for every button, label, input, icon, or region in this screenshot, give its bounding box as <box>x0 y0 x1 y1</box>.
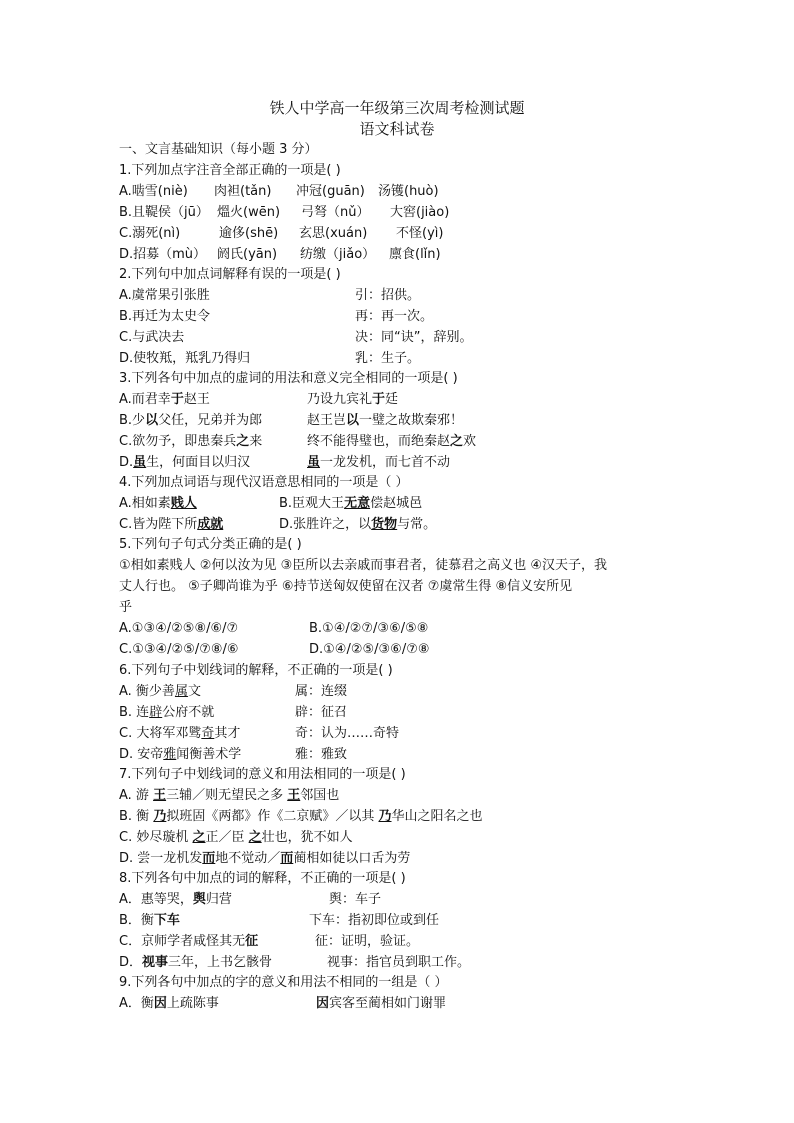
exam-title: 铁人中学高一年级第三次周考检测试题 <box>269 99 525 117</box>
q5-stem: 5.下列句子句式分类正确的是( ) <box>119 537 302 552</box>
q8-b-word: 下车 <box>153 913 180 928</box>
q1-a-2: 肉袒(tǎn) <box>214 184 272 199</box>
q3-a-t2: 赵王 <box>183 392 210 407</box>
q8-a-t1: A．惠等哭， <box>119 892 193 907</box>
q3-d-k2: 虽 <box>307 455 321 470</box>
q6-a-gloss: 属：连缀 <box>295 684 348 699</box>
q6-option-b <box>119 704 347 722</box>
q4-d-t2: 与常。 <box>397 517 437 532</box>
q6-b-t2: 公府不就 <box>162 705 215 720</box>
q5-items-line1: ①相如素贱人 ②何以汝为见 ③臣所以去亲戚而事君者，徒慕君之高义也 ④汉天子，我 <box>119 558 608 573</box>
q1-a-4: 汤镬(huò) <box>378 184 439 199</box>
q3-a-k2: 于 <box>372 392 386 407</box>
q5-items-line3: 乎 <box>119 600 133 615</box>
section-heading: 一、文言基础知识（每小题 3 分） <box>119 142 318 157</box>
q1-d-1: D.招募（mù） <box>119 247 207 262</box>
q3-a-t3: 乃设九宾礼 <box>307 392 373 407</box>
q7-a-k2: 王 <box>287 788 301 803</box>
q6-d-t2: 闻衡善术学 <box>176 747 242 762</box>
q4-stem: 4.下列加点词语与现代汉语意思相同的一项是（ ） <box>119 475 409 490</box>
q6-c-t1: C. 大将军邓骘 <box>119 726 202 741</box>
q3-d-k1: 虽 <box>133 455 147 470</box>
q6-d-t1: D. 安帝 <box>119 747 164 762</box>
q3-stem: 3.下列各句中加点的虚词的用法和意义完全相同的一项是( ) <box>119 371 458 386</box>
q4-b-word: 无意 <box>344 496 371 511</box>
q3-c-t4: 欢 <box>463 434 477 449</box>
q1-c-3: 玄思(xuán) <box>299 226 368 241</box>
q4-a-word: 贱人 <box>170 496 197 511</box>
q7-b-t2: 拟班固《两都》作《二京赋》／以其 <box>166 809 379 824</box>
q8-c-gloss: 征：证明，验证。 <box>315 934 420 949</box>
q3-d-t3: 一龙发机，而七首不动 <box>320 455 451 470</box>
q7-d-k1: 而 <box>202 851 216 866</box>
q3-c-k2: 之 <box>450 434 464 449</box>
q5-options-ab <box>119 620 428 638</box>
q3-b-k1: 以 <box>145 413 159 428</box>
q1-b-4: 大窖(jiào) <box>390 205 450 220</box>
q1-stem: 1.下列加点字注音全部正确的一项是( ) <box>119 163 341 178</box>
q6-a-t2: 文 <box>187 684 201 699</box>
q1-b-1: B.且鞮侯（jū） <box>119 205 209 220</box>
q3-c-t1: C.欲勿予，即患秦兵 <box>119 434 237 449</box>
q2-b-sentence: B.再迁为太史令 <box>119 309 211 324</box>
q9-a-t2: 上疏陈事 <box>166 996 219 1011</box>
q3-option-a <box>119 391 398 409</box>
q8-a-gloss: 舆：车子 <box>329 892 382 907</box>
q7-a-t2: 三辅／则无望民之多 <box>166 788 288 803</box>
q6-c-gloss: 奇：认为……奇特 <box>295 726 400 741</box>
q7-a-t3: 邻国也 <box>300 788 340 803</box>
q7-d-t1: D. 尝一龙机发 <box>119 851 203 866</box>
q5-c: C.①③④/②⑤/⑦⑧/⑥ <box>119 642 239 657</box>
q7-option-b <box>119 808 483 826</box>
q2-b-gloss: 再：再一次。 <box>355 309 434 324</box>
q1-d-4: 廪食(lǐn) <box>389 247 441 262</box>
q7-c-t3: 壮也，犹不如人 <box>261 830 353 845</box>
q1-option-d <box>119 246 441 264</box>
q8-b-gloss: 下车：指初即位或到任 <box>309 913 440 928</box>
q1-d-2: 阏氏(yān) <box>217 247 278 262</box>
q4-c-t: C.皆为陛下所 <box>119 517 198 532</box>
q6-d-word: 雅 <box>163 747 177 762</box>
q6-option-a <box>119 683 347 701</box>
q1-c-4: 不怪(yì) <box>396 226 444 241</box>
q5-options-cd <box>119 641 430 659</box>
q2-d-sentence: D.使牧羝，羝乳乃得归 <box>119 351 251 366</box>
q2-d-gloss: 乳：生子。 <box>355 351 421 366</box>
q7-c-t2: 正／臣 <box>205 830 249 845</box>
q8-c-word: 征 <box>245 934 259 949</box>
q3-b-t1: B.少 <box>119 413 146 428</box>
q7-stem: 7.下列句子中划线词的意义和用法相同的一项是( ) <box>119 767 406 782</box>
q1-a-1: A.啮雪(niè) <box>119 184 188 199</box>
q6-b-word: 辟 <box>149 705 163 720</box>
q3-option-c <box>119 433 476 451</box>
q6-b-gloss: 辟：征召 <box>295 705 348 720</box>
q8-d-t2: 三年，上书乞骸骨 <box>168 955 273 970</box>
q4-d-word: 货物 <box>371 517 398 532</box>
q2-option-b <box>119 308 433 326</box>
q8-d-word: 视事 <box>142 955 169 970</box>
q8-b-t1: B．衡 <box>119 913 154 928</box>
q2-a-sentence: A.虞常果引张胜 <box>119 288 210 303</box>
q7-c-t1: C. 妙尽璇机 <box>119 830 193 845</box>
q4-options-cd <box>119 516 436 534</box>
q7-d-t2: 地不觉动／ <box>215 851 281 866</box>
q8-c-t1: C．京师学者咸怪其无 <box>119 934 246 949</box>
q3-a-k1: 于 <box>170 392 184 407</box>
q4-options-ab <box>119 495 422 513</box>
q1-option-c <box>119 225 443 243</box>
q3-b-t2: 父任，兄弟并为郎 <box>158 413 263 428</box>
q7-b-t1: B. 衡 <box>119 809 154 824</box>
q7-option-c <box>119 829 353 847</box>
q9-a-k2: 因 <box>316 996 330 1011</box>
q2-option-c <box>119 329 472 347</box>
q1-option-a <box>119 183 439 201</box>
q6-option-d <box>119 746 347 764</box>
q3-c-t3: 终不能得璧也，而绝秦赵 <box>307 434 451 449</box>
q8-d-gloss: 视事：指官员到职工作。 <box>327 955 471 970</box>
q4-a-t: A.相如素 <box>119 496 171 511</box>
q5-items-line2: 丈人行也。 ⑤子卿尚谁为乎 ⑥持节送匈奴使留在汉者 ⑦虞常生得 ⑧信义安所见 <box>119 579 573 594</box>
q7-a-k1: 王 <box>153 788 167 803</box>
q1-option-b <box>119 204 449 222</box>
q5-d: D.①④/②⑤/③⑥/⑦⑧ <box>309 642 430 657</box>
q3-a-t1: A.而君幸 <box>119 392 171 407</box>
q3-option-b <box>119 412 463 430</box>
q5-b: B.①④/②⑦/③⑥/⑤⑧ <box>309 621 429 636</box>
q3-d-t2: 生，何面目以归汉 <box>146 455 251 470</box>
q2-c-sentence: C.与武决去 <box>119 330 185 345</box>
q9-stem: 9.下列各句中加点的字的意义和用法不相同的一组是（ ） <box>119 975 448 990</box>
q7-b-k1: 乃 <box>153 809 167 824</box>
q6-b-t1: B. 连 <box>119 705 150 720</box>
q4-b-t1: B.臣观大王 <box>279 496 345 511</box>
q5-a: A.①③④/②⑤⑧/⑥/⑦ <box>119 621 239 636</box>
q4-b-t2: 偿赵城邑 <box>370 496 423 511</box>
q7-b-k2: 乃 <box>378 809 392 824</box>
q8-option-b <box>119 912 439 930</box>
q7-option-a <box>119 787 339 805</box>
q1-b-2: 熅火(wēn) <box>217 205 281 220</box>
q6-c-word: 奇 <box>201 726 215 741</box>
q3-a-t4: 廷 <box>385 392 399 407</box>
q7-c-k2: 之 <box>248 830 262 845</box>
q7-option-d <box>119 850 410 868</box>
q8-stem: 8.下列各句中加点的词的解释，不正确的一项是( ) <box>119 871 406 886</box>
q6-a-t1: A. 衡少善 <box>119 684 175 699</box>
q3-b-k2: 以 <box>346 413 360 428</box>
q3-c-k1: 之 <box>236 434 250 449</box>
q8-d-t1: D． <box>119 955 143 970</box>
q7-d-k2: 而 <box>280 851 294 866</box>
q7-c-k1: 之 <box>192 830 206 845</box>
q7-d-t3: 蔺相如徒以口舌为劳 <box>293 851 411 866</box>
exam-subtitle: 语文科试卷 <box>359 120 435 138</box>
q9-option-a <box>119 995 446 1013</box>
q3-b-t4: 一璧之故欺秦邪！ <box>359 413 464 428</box>
q1-c-1: C.溺死(nì) <box>119 226 181 241</box>
q8-a-t2: 归营 <box>205 892 232 907</box>
q6-option-c <box>119 725 399 743</box>
q9-a-t1: A．衡 <box>119 996 154 1011</box>
q1-d-3: 纺缴（jiǎo） <box>300 247 376 262</box>
q6-c-t2: 其才 <box>214 726 241 741</box>
q9-a-k1: 因 <box>153 996 167 1011</box>
q8-a-word: 舆 <box>192 892 206 907</box>
q7-b-t3: 华山之阳名之也 <box>391 809 483 824</box>
q8-option-d <box>119 954 470 972</box>
q7-a-t1: A. 游 <box>119 788 154 803</box>
q2-stem: 2.下列句中加点词解释有误的一项是( ) <box>119 267 341 282</box>
q9-a-t3: 宾客至蔺相如门谢罪 <box>329 996 447 1011</box>
q8-option-a <box>119 891 381 909</box>
q6-d-gloss: 雅：雅致 <box>295 747 348 762</box>
q1-a-3: 冲冠(guān) <box>296 184 365 199</box>
q3-option-d <box>119 454 450 472</box>
q3-b-t3: 赵王岂 <box>307 413 347 428</box>
q3-d-t1: D. <box>119 455 134 470</box>
q3-c-t2: 来 <box>249 434 263 449</box>
q2-option-a <box>119 287 420 305</box>
q2-a-gloss: 引：招供。 <box>355 288 421 303</box>
q2-option-d <box>119 350 420 368</box>
q4-c-word: 成就 <box>197 517 224 532</box>
q4-d-t1: D.张胜许之，以 <box>279 517 372 532</box>
q8-option-c <box>119 933 419 951</box>
q6-a-word: 属 <box>174 684 188 699</box>
q1-c-2: 逾侈(shē) <box>219 226 279 241</box>
q6-stem: 6.下列句子中划线词的解释，不正确的一项是( ) <box>119 663 393 678</box>
q1-b-3: 弓弩（nǔ） <box>301 205 370 220</box>
q2-c-gloss: 决：同“诀”，辞别。 <box>355 330 473 345</box>
